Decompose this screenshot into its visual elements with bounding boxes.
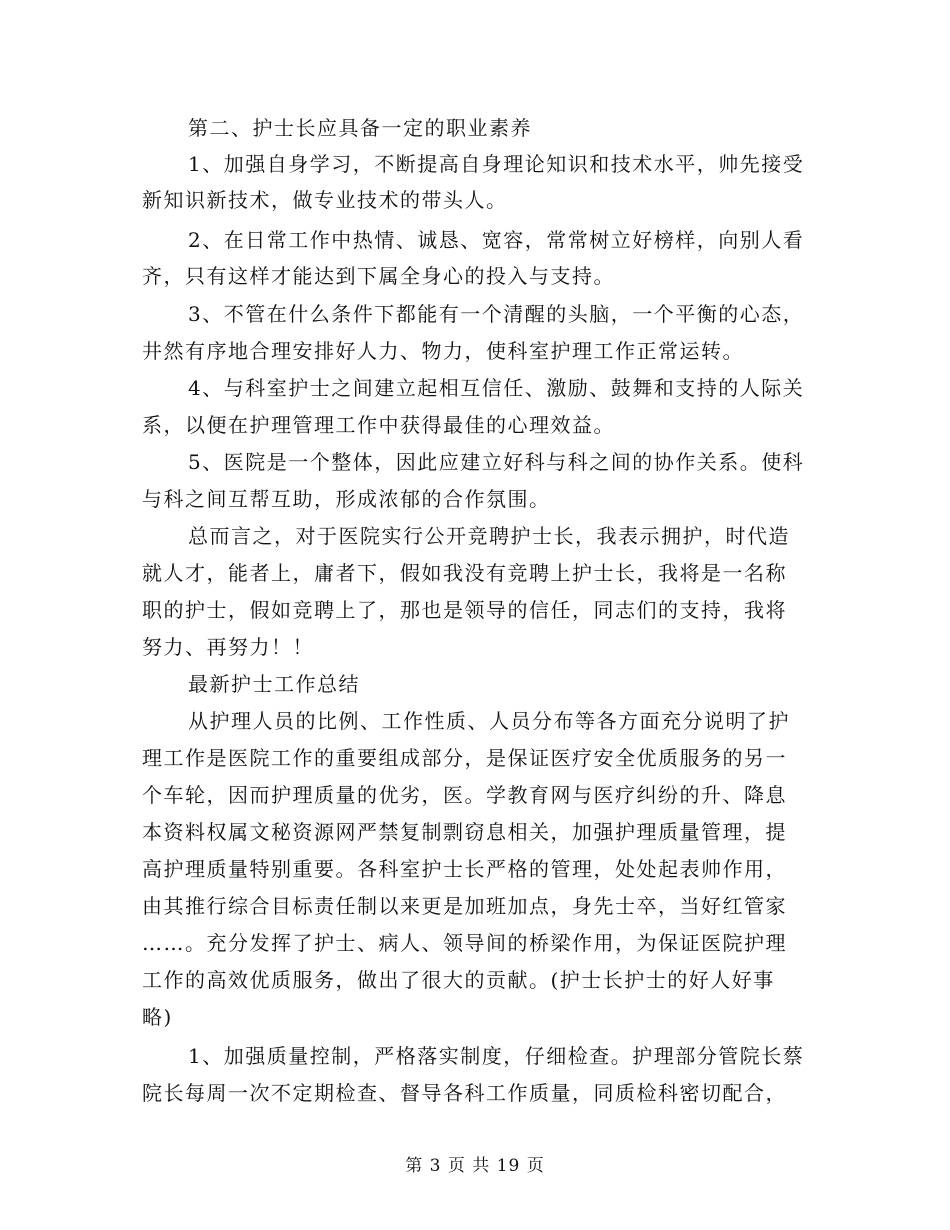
text-line: 努力、再努力！！ [142,635,314,659]
text-line: 与科之间互帮互助，形成浓郁的合作氛围。 [142,487,551,511]
text-line: 略) [142,1005,173,1029]
text-line: 个车轮，因而护理质量的优劣，医。学教育网与医疗纠纷的升、降息 [142,783,787,807]
text-line: 4、与科室护士之间建立起相互信任、激励、鼓舞和支持的人际关 [188,376,805,400]
text-line: 系，以便在护理管理工作中获得最佳的心理效益。 [142,413,615,437]
text-line: 工作的高效优质服务，做出了很大的贡献。(护士长护士的好人好事 [142,968,775,992]
page-number-footer: 第 3 页 共 19 页 [405,1156,545,1176]
text-line: 5、医院是一个整体，因此应建立好科与科之间的协作关系。使科 [188,450,805,474]
text-line: 从护理人员的比例、工作性质、人员分布等各方面充分说明了护 [188,709,790,733]
text-line: 职的护士，假如竞聘上了，那也是领导的信任，同志们的支持，我将 [142,598,787,622]
heading-professional-qualities: 第二、护士长应具备一定的职业素养 [188,116,532,140]
text-line: 齐，只有这样才能达到下属全身心的投入与支持。 [142,264,615,288]
text-line: 就人才，能者上，庸者下，假如我没有竞聘上护士长，我将是一名称 [142,561,787,585]
text-line: 1、加强质量控制，严格落实制度，仔细检查。护理部分管院长蔡 [188,1044,805,1068]
text-line: 1、加强自身学习，不断提高自身理论知识和技术水平，帅先接受 [188,152,805,176]
text-line: 2、在日常工作中热情、诚恳、宽容，常常树立好榜样，向别人看 [188,228,805,252]
text-line: 3、不管在什么条件下都能有一个清醒的头脑，一个平衡的心态， [188,302,805,326]
heading-nurse-work-summary: 最新护士工作总结 [188,672,360,696]
text-line: 院长每周一次不定期检查、督导各科工作质量，同质检科密切配合， [142,1081,787,1105]
text-line: ……。充分发挥了护士、病人、领导间的桥梁作用，为保证医院护理 [142,931,787,955]
text-line: 总而言之，对于医院实行公开竞聘护士长，我表示拥护，时代造 [188,524,790,548]
text-line: 由其推行综合目标责任制以来更是加班加点，身先士卒，当好红管家 [142,894,787,918]
text-line: 高护理质量特别重要。各科室护士长严格的管理，处处起表帅作用， [142,857,787,881]
text-line: 井然有序地合理安排好人力、物力，使科室护理工作正常运转。 [142,339,744,363]
text-line: 本资料权属文秘资源网严禁复制剽窃息相关，加强护理质量管理，提 [142,820,787,844]
text-line: 理工作是医院工作的重要组成部分，是保证医疗安全优质服务的另一 [142,746,787,770]
text-line: 新知识新技术，做专业技术的带头人。 [142,188,508,212]
